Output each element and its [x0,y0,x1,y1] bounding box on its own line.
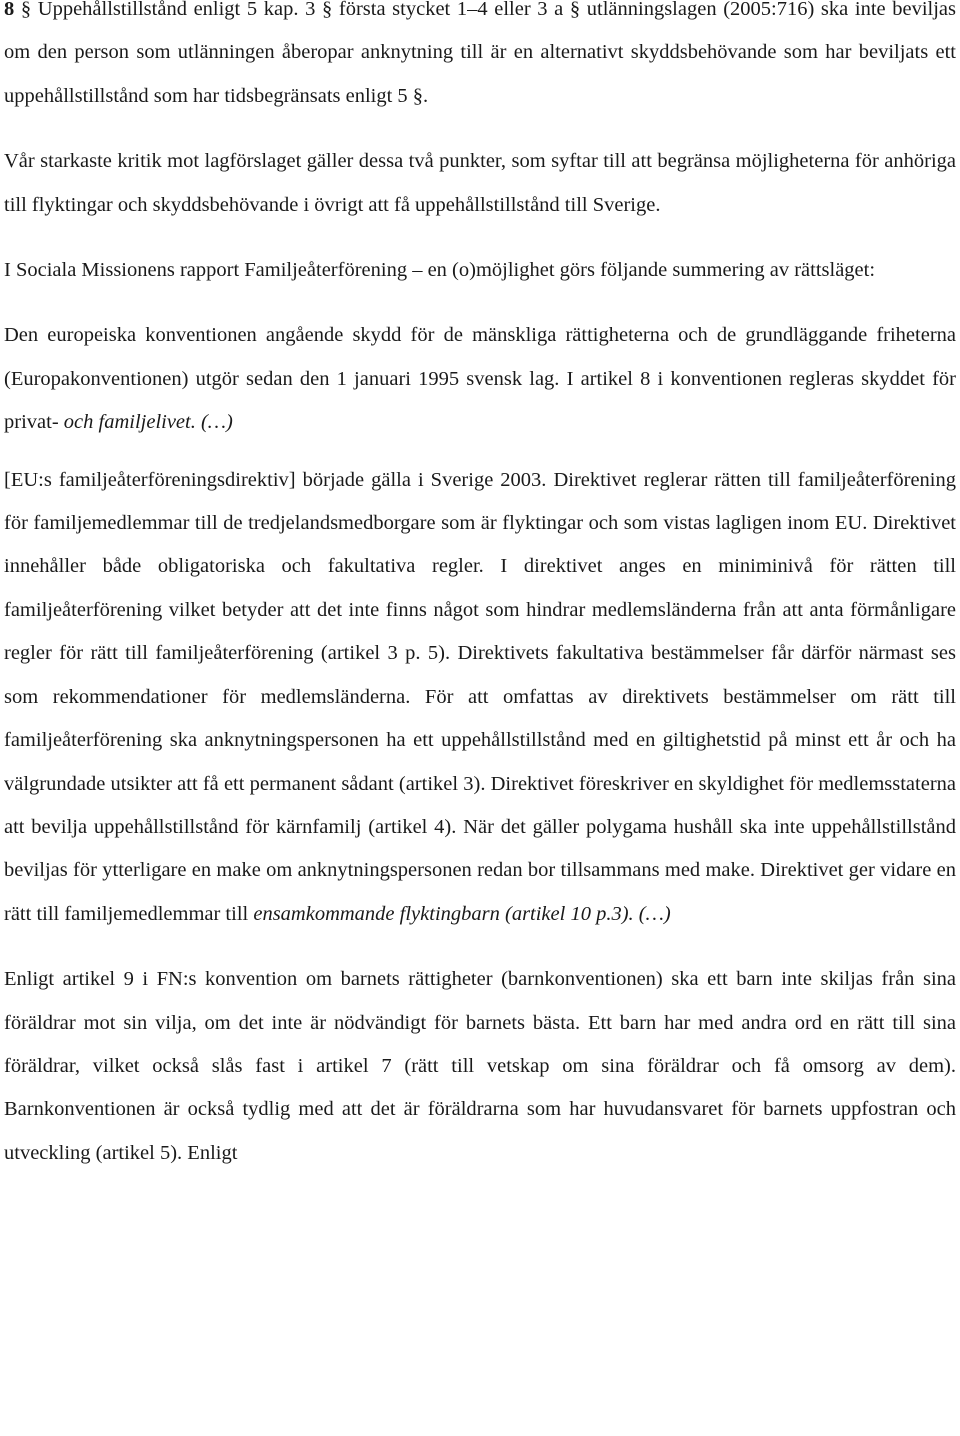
paragraph-europakonventionen [4,314,956,444]
europakonventionen-italic: och familjelivet. (…) [58,411,233,434]
paragraph-eu-directive [4,459,956,936]
law-section-text: § Uppehållstillstånd enligt 5 kap. 3 § första stycket 1–4 eller 3 a § utlänningslagen (2005:716) ska inte beviljas om den person som utlänningen åberopar anknytning till är en alternativt skyddsbehövande som har beviljats ett uppehållstillstånd som har tidsbegränsats enligt 5 §. [4,0,957,107]
paragraph-law-section [4,0,956,118]
section-number: 8 [4,0,15,20]
paragraph-barnkonventionen: Enligt artikel 9 i FN:s konvention om barnets rättigheter (barnkonventionen) ska ett barn inte skiljas från sina föräldrar mot sin vilja, om det inte är nödvändigt för barnets bästa. Ett barn har med andra ord en rätt till sina föräldrar, vilket också slås fast i artikel 7 (rätt till vetskap om sina föräldrar och få omsorg av dem). Barnkonventionen är också tydlig med att det är föräldrarna som har huvudansvaret för barnets uppfostran och utveckling (artikel 5). Enligt [4,968,956,1164]
paragraph-criticism: Vår starkaste kritik mot lagförslaget gäller dessa två punkter, som syftar till att begränsa möjligheterna för anhöriga till flyktingar och skyddsbehövande i övrigt att få uppehållstillstånd till Sverige. [4,150,956,216]
document-page [4,0,956,1175]
eu-directive-text: [EU:s familjeåterföreningsdirektiv] började gälla i Sverige 2003. Direktivet reglerar rätten till familjeåterförening för familjemedlemmar till de tredjelandsmedborgare som är flyktingar och som vistas lagligen inom EU. Direktivet innehåller både obligatoriska och fakultativa regler. I direktivet anges en miniminivå för rätten till familjeåterförening vilket betyder att det inte finns något som hindrar medlemsländerna från att anta förmånligare regler för rätt till familjeåterförening (artikel 3 p. 5). Direktivets fakultativa bestämmelser får därför närmast ses som rekommendationer för medlemsländerna. För att omfattas av direktivets bestämmelser om rätt till familjeåterförening ska anknytningspersonen ha ett uppehållstillstånd med en giltighetstid på minst ett år och ha välgrundade utsikter att få ett permanent sådant (artikel 3). Direktivet föreskriver en skyldighet för medlemsstaterna att bevilja uppehållstillstånd för kärnfamilj (artikel 4). När det gäller polygama hushåll ska inte uppehållstillstånd beviljas för ytterligare en make om anknytningspersonen redan bor tillsammans med make. Direktivet ger vidare en rätt till familjemedlemmar till [4,468,956,925]
eu-directive-italic: ensamkommande flyktingbarn (artikel 10 p.3). (…) [248,902,671,925]
paragraph-report-intro: I Sociala Missionens rapport Familjeåterförening – en (o)möjlighet görs följande summering av rättsläget: [4,259,876,282]
europakonventionen-text: Den europeiska konventionen angående skydd för de mänskliga rättigheterna och de grundläggande friheterna (Europakonventionen) utgör sedan den 1 januari 1995 svensk lag. I artikel 8 i konventionen regleras skyddet för privat- [4,324,956,434]
